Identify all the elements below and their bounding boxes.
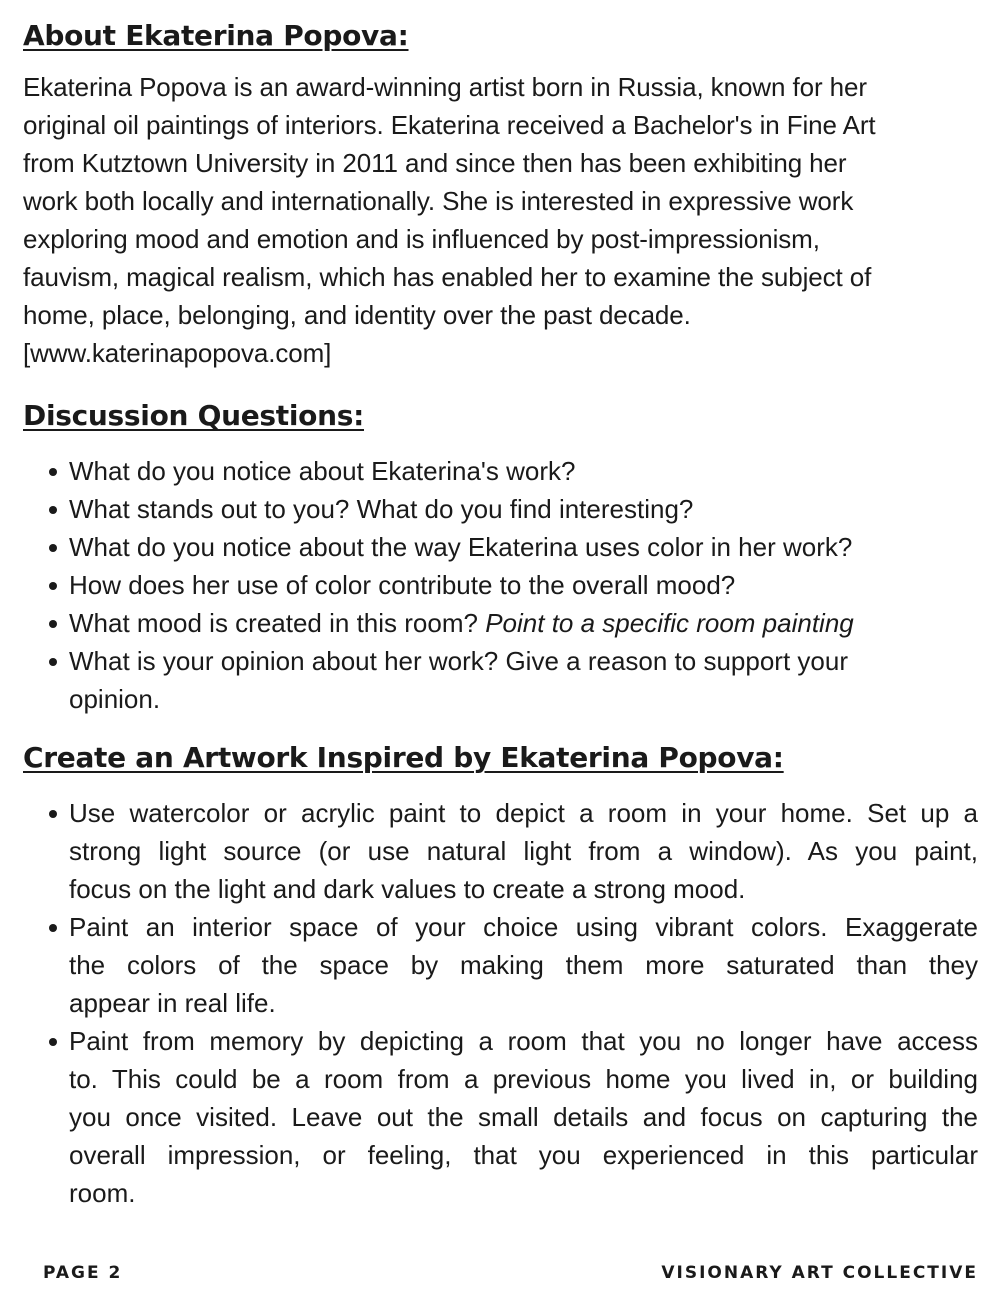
list-item-question: What mood is created in this room? [69,608,478,638]
list-item [23,452,978,490]
about-heading: About Ekaterina Popova: [23,19,409,52]
list-item [23,566,978,604]
list-item [23,908,978,1022]
list-item-text: the colors of the space by making them more saturated than they [69,950,978,980]
about-bio [23,68,978,372]
list-item-text: opinion. [69,684,161,714]
bio-line: work both locally and internationally. She is interested in expressive work [23,186,854,216]
footer-brand: VISIONARY ART COLLECTIVE [661,1263,978,1283]
page-content [23,10,978,1212]
list-item [23,528,978,566]
bio-line: fauvism, magical realism, which has enabled her to examine the subject of [23,262,872,292]
discussion-list [23,452,978,718]
list-item-hint: Point to a specific room painting [485,608,854,638]
list-item-text: Use watercolor or acrylic paint to depict a room in your home. Set up a [69,798,978,828]
list-item-text: strong light source (or use natural light from a window). As you paint, [69,836,978,866]
create-heading: Create an Artwork Inspired by Ekaterina Popova: [23,741,784,774]
bio-line: from Kutztown University in 2011 and since then has been exhibiting her [23,148,847,178]
list-item-text: you once visited. Leave out the small details and focus on capturing the [69,1102,978,1132]
list-item-text: What is your opinion about her work? Give a reason to support your [69,646,848,676]
list-item-text: to. This could be a room from a previous home you lived in, or building [69,1064,978,1094]
list-item-text: What stands out to you? What do you find interesting? [69,494,694,524]
bio-website: [www.katerinapopova.com] [23,338,332,368]
create-list [23,794,978,1212]
list-item-text: Paint an interior space of your choice using vibrant colors. Exaggerate [69,912,978,942]
bio-line: original oil paintings of interiors. Ekaterina received a Bachelor's in Fine Art [23,110,876,140]
list-item-text: How does her use of color contribute to the overall mood? [69,570,736,600]
list-item [23,490,978,528]
list-item [23,642,978,718]
page-number: PAGE 2 [43,1263,123,1283]
list-item-text: focus on the light and dark values to create a strong mood. [69,874,746,904]
bio-line: Ekaterina Popova is an award-winning artist born in Russia, known for her [23,72,867,102]
discussion-heading: Discussion Questions: [23,399,364,432]
bio-line: exploring mood and emotion and is influenced by post-impressionism, [23,224,820,254]
list-item-text: overall impression, or feeling, that you experienced in this particular [69,1140,978,1170]
list-item-text: room. [69,1178,136,1208]
list-item [23,794,978,908]
bio-line: home, place, belonging, and identity over the past decade. [23,300,691,330]
list-item-text: What do you notice about the way Ekaterina uses color in her work? [69,532,853,562]
list-item [23,604,978,642]
list-item-text [69,604,978,642]
list-item-text: What do you notice about Ekaterina's work? [69,456,576,486]
list-item-text: Paint from memory by depicting a room that you no longer have access [69,1026,978,1056]
list-item-text: appear in real life. [69,988,276,1018]
list-item [23,1022,978,1212]
